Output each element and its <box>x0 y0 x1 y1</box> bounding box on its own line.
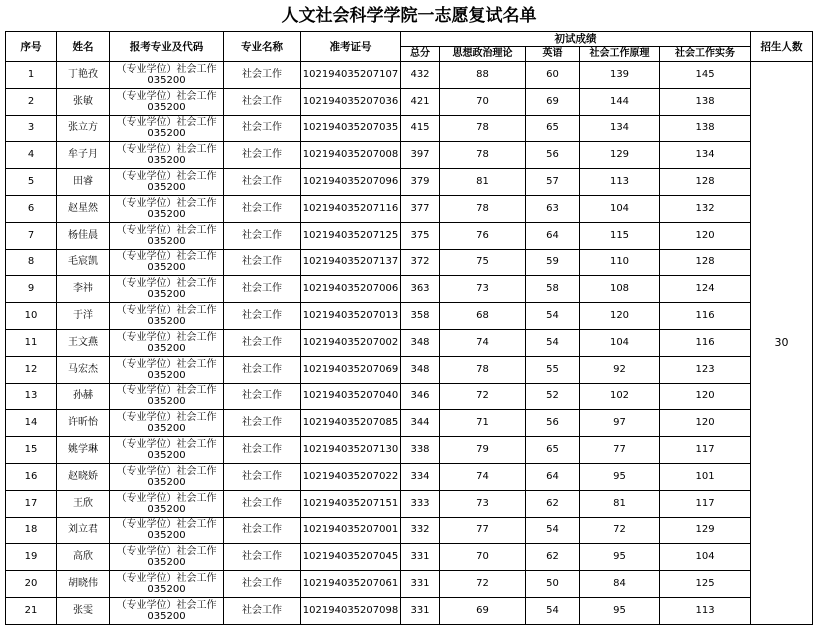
major-label: （专业学位）社会工作 <box>116 519 217 531</box>
cell-total: 397 <box>401 142 440 169</box>
cell-total: 363 <box>401 276 440 303</box>
cell-english: 62 <box>526 490 580 517</box>
table-row <box>6 383 813 410</box>
cell-seq: 6 <box>6 195 57 222</box>
cell-politics: 72 <box>440 571 526 598</box>
cell-politics: 78 <box>440 142 526 169</box>
header-total: 总分 <box>401 47 440 62</box>
cell-english: 50 <box>526 571 580 598</box>
cell-politics: 88 <box>440 62 526 89</box>
table-row <box>6 195 813 222</box>
major-code: 035200 <box>147 235 186 247</box>
major-code: 035200 <box>147 530 186 542</box>
cell-major-name: 社会工作 <box>224 544 301 571</box>
table-row <box>6 356 813 383</box>
page-title: 人文社会科学学院一志愿复试名单 <box>281 6 537 26</box>
cell-principles: 110 <box>580 249 660 276</box>
cell-exam-id: 102194035207098 <box>301 597 401 624</box>
major-code: 035200 <box>147 610 186 622</box>
cell-practice: 104 <box>660 544 751 571</box>
cell-exam-id: 102194035207001 <box>301 517 401 544</box>
table-row <box>6 571 813 598</box>
cell-english: 54 <box>526 517 580 544</box>
major-code: 035200 <box>147 128 186 140</box>
cell-total: 377 <box>401 195 440 222</box>
cell-seq: 2 <box>6 88 57 115</box>
cell-principles: 104 <box>580 329 660 356</box>
cell-name: 赵星然 <box>57 195 110 222</box>
cell-principles: 129 <box>580 142 660 169</box>
table-row <box>6 62 813 89</box>
major-code: 035200 <box>147 289 186 301</box>
cell-total: 331 <box>401 597 440 624</box>
cell-practice: 117 <box>660 490 751 517</box>
cell-politics: 74 <box>440 329 526 356</box>
table-row <box>6 463 813 490</box>
cell-practice: 120 <box>660 410 751 437</box>
table-body <box>6 62 813 625</box>
cell-name: 马宏杰 <box>57 356 110 383</box>
cell-principles: 95 <box>580 597 660 624</box>
cell-principles: 144 <box>580 88 660 115</box>
cell-practice: 125 <box>660 571 751 598</box>
cell-total: 331 <box>401 544 440 571</box>
cell-seq: 16 <box>6 463 57 490</box>
table-row <box>6 437 813 464</box>
cell-practice: 116 <box>660 303 751 330</box>
cell-major-name: 社会工作 <box>224 463 301 490</box>
major-label: （专业学位）社会工作 <box>116 171 217 183</box>
cell-name: 牟子月 <box>57 142 110 169</box>
cell-principles: 108 <box>580 276 660 303</box>
cell-name: 丁艳孜 <box>57 62 110 89</box>
cell-exam-id: 102194035207022 <box>301 463 401 490</box>
cell-english: 64 <box>526 463 580 490</box>
cell-principles: 92 <box>580 356 660 383</box>
cell-politics: 74 <box>440 463 526 490</box>
major-code: 035200 <box>147 74 186 86</box>
cell-major-name: 社会工作 <box>224 195 301 222</box>
cell-name: 高欣 <box>57 544 110 571</box>
cell-seq: 21 <box>6 597 57 624</box>
cell-principles: 134 <box>580 115 660 142</box>
cell-english: 64 <box>526 222 580 249</box>
major-label: （专业学位）社会工作 <box>116 385 217 397</box>
cell-english: 57 <box>526 169 580 196</box>
header-practice: 社会工作实务 <box>660 47 751 62</box>
cell-name: 王欣 <box>57 490 110 517</box>
cell-major-name: 社会工作 <box>224 571 301 598</box>
cell-politics: 78 <box>440 115 526 142</box>
cell-exam-id: 102194035207085 <box>301 410 401 437</box>
cell-total: 379 <box>401 169 440 196</box>
major-code: 035200 <box>147 182 186 194</box>
header-major-name: 专业名称 <box>224 32 301 62</box>
cell-politics: 77 <box>440 517 526 544</box>
table-row <box>6 276 813 303</box>
cell-english: 58 <box>526 276 580 303</box>
major-code: 035200 <box>147 101 186 113</box>
cell-total: 344 <box>401 410 440 437</box>
cell-seq: 7 <box>6 222 57 249</box>
cell-seq: 4 <box>6 142 57 169</box>
cell-major-code <box>110 303 224 330</box>
cell-politics: 78 <box>440 195 526 222</box>
major-label: （专业学位）社会工作 <box>116 144 217 156</box>
cell-practice: 123 <box>660 356 751 383</box>
cell-total: 348 <box>401 329 440 356</box>
table-row <box>6 490 813 517</box>
major-label: （专业学位）社会工作 <box>116 251 217 263</box>
cell-total: 332 <box>401 517 440 544</box>
cell-name: 李祎 <box>57 276 110 303</box>
cell-practice: 117 <box>660 437 751 464</box>
cell-politics: 78 <box>440 356 526 383</box>
major-code: 035200 <box>147 450 186 462</box>
cell-practice: 124 <box>660 276 751 303</box>
cell-seq: 13 <box>6 383 57 410</box>
cell-major-code <box>110 142 224 169</box>
cell-name: 王文燕 <box>57 329 110 356</box>
table-row <box>6 303 813 330</box>
cell-major-name: 社会工作 <box>224 517 301 544</box>
cell-seq: 14 <box>6 410 57 437</box>
cell-politics: 70 <box>440 544 526 571</box>
cell-major-code <box>110 437 224 464</box>
cell-english: 69 <box>526 88 580 115</box>
cell-exam-id: 102194035207116 <box>301 195 401 222</box>
cell-exam-id: 102194035207040 <box>301 383 401 410</box>
major-code: 035200 <box>147 316 186 328</box>
cell-major-name: 社会工作 <box>224 383 301 410</box>
table-row <box>6 249 813 276</box>
cell-total: 346 <box>401 383 440 410</box>
cell-exam-id: 102194035207002 <box>301 329 401 356</box>
cell-politics: 76 <box>440 222 526 249</box>
cell-principles: 84 <box>580 571 660 598</box>
cell-principles: 115 <box>580 222 660 249</box>
table-row <box>6 169 813 196</box>
cell-practice: 120 <box>660 222 751 249</box>
cell-practice: 145 <box>660 62 751 89</box>
cell-exam-id: 102194035207151 <box>301 490 401 517</box>
cell-seq: 19 <box>6 544 57 571</box>
cell-major-code <box>110 544 224 571</box>
cell-exam-id: 102194035207036 <box>301 88 401 115</box>
cell-seq: 17 <box>6 490 57 517</box>
major-label: （专业学位）社会工作 <box>116 358 217 370</box>
major-label: （专业学位）社会工作 <box>116 305 217 317</box>
major-label: （专业学位）社会工作 <box>116 224 217 236</box>
cell-name: 杨佳晨 <box>57 222 110 249</box>
header-quota: 招生人数 <box>751 32 813 62</box>
cell-principles: 104 <box>580 195 660 222</box>
major-label: （专业学位）社会工作 <box>116 439 217 451</box>
cell-major-name: 社会工作 <box>224 115 301 142</box>
table-row <box>6 329 813 356</box>
cell-seq: 5 <box>6 169 57 196</box>
cell-seq: 11 <box>6 329 57 356</box>
header-principles: 社会工作原理 <box>580 47 660 62</box>
cell-politics: 68 <box>440 303 526 330</box>
cell-english: 56 <box>526 142 580 169</box>
cell-total: 358 <box>401 303 440 330</box>
header-seq: 序号 <box>6 32 57 62</box>
cell-exam-id: 102194035207096 <box>301 169 401 196</box>
cell-seq: 12 <box>6 356 57 383</box>
cell-exam-id: 102194035207006 <box>301 276 401 303</box>
cell-practice: 129 <box>660 517 751 544</box>
table-row <box>6 597 813 624</box>
cell-english: 56 <box>526 410 580 437</box>
cell-exam-id: 102194035207137 <box>301 249 401 276</box>
cell-english: 65 <box>526 437 580 464</box>
cell-politics: 71 <box>440 410 526 437</box>
header-prelim-scores: 初试成绩 <box>401 32 751 47</box>
cell-major-name: 社会工作 <box>224 142 301 169</box>
cell-major-code <box>110 571 224 598</box>
cell-major-code <box>110 169 224 196</box>
cell-practice: 128 <box>660 169 751 196</box>
major-code: 035200 <box>147 342 186 354</box>
cell-major-name: 社会工作 <box>224 88 301 115</box>
cell-practice: 132 <box>660 195 751 222</box>
cell-practice: 116 <box>660 329 751 356</box>
cell-exam-id: 102194035207013 <box>301 303 401 330</box>
table-row <box>6 517 813 544</box>
cell-major-name: 社会工作 <box>224 249 301 276</box>
cell-politics: 70 <box>440 88 526 115</box>
cell-exam-id: 102194035207130 <box>301 437 401 464</box>
cell-major-code <box>110 62 224 89</box>
cell-major-code <box>110 115 224 142</box>
major-code: 035200 <box>147 155 186 167</box>
cell-major-code <box>110 329 224 356</box>
major-code: 035200 <box>147 423 186 435</box>
cell-major-code <box>110 597 224 624</box>
cell-politics: 75 <box>440 249 526 276</box>
cell-name: 张立方 <box>57 115 110 142</box>
major-label: （专业学位）社会工作 <box>116 63 217 75</box>
cell-politics: 73 <box>440 490 526 517</box>
cell-major-code <box>110 222 224 249</box>
cell-major-name: 社会工作 <box>224 437 301 464</box>
cell-english: 55 <box>526 356 580 383</box>
table-row <box>6 142 813 169</box>
cell-name: 许昕怡 <box>57 410 110 437</box>
cell-principles: 113 <box>580 169 660 196</box>
major-code: 035200 <box>147 369 186 381</box>
cell-name: 孙赫 <box>57 383 110 410</box>
cell-major-name: 社会工作 <box>224 303 301 330</box>
cell-seq: 15 <box>6 437 57 464</box>
cell-major-name: 社会工作 <box>224 169 301 196</box>
major-code: 035200 <box>147 584 186 596</box>
major-label: （专业学位）社会工作 <box>116 465 217 477</box>
cell-seq: 18 <box>6 517 57 544</box>
cell-major-code <box>110 88 224 115</box>
major-code: 035200 <box>147 262 186 274</box>
cell-major-name: 社会工作 <box>224 276 301 303</box>
cell-total: 421 <box>401 88 440 115</box>
cell-practice: 138 <box>660 88 751 115</box>
candidate-table <box>5 31 813 625</box>
major-label: （专业学位）社会工作 <box>116 197 217 209</box>
cell-seq: 1 <box>6 62 57 89</box>
major-label: （专业学位）社会工作 <box>116 90 217 102</box>
cell-politics: 69 <box>440 597 526 624</box>
cell-total: 331 <box>401 571 440 598</box>
header-exam-id: 准考证号 <box>301 32 401 62</box>
cell-total: 348 <box>401 356 440 383</box>
cell-seq: 8 <box>6 249 57 276</box>
major-code: 035200 <box>147 476 186 488</box>
major-label: （专业学位）社会工作 <box>116 412 217 424</box>
cell-principles: 72 <box>580 517 660 544</box>
cell-major-name: 社会工作 <box>224 329 301 356</box>
cell-name: 毛宸凯 <box>57 249 110 276</box>
cell-exam-id: 102194035207125 <box>301 222 401 249</box>
cell-name: 于洋 <box>57 303 110 330</box>
cell-quota: 30 <box>751 62 813 625</box>
cell-major-code <box>110 463 224 490</box>
cell-total: 415 <box>401 115 440 142</box>
cell-major-name: 社会工作 <box>224 490 301 517</box>
major-label: （专业学位）社会工作 <box>116 573 217 585</box>
cell-exam-id: 102194035207061 <box>301 571 401 598</box>
major-label: （专业学位）社会工作 <box>116 117 217 129</box>
cell-major-name: 社会工作 <box>224 222 301 249</box>
cell-practice: 134 <box>660 142 751 169</box>
cell-major-code <box>110 517 224 544</box>
cell-seq: 3 <box>6 115 57 142</box>
cell-seq: 9 <box>6 276 57 303</box>
cell-major-code <box>110 276 224 303</box>
cell-principles: 102 <box>580 383 660 410</box>
cell-major-name: 社会工作 <box>224 597 301 624</box>
cell-politics: 73 <box>440 276 526 303</box>
cell-principles: 95 <box>580 463 660 490</box>
table-row <box>6 410 813 437</box>
cell-exam-id: 102194035207107 <box>301 62 401 89</box>
cell-major-code <box>110 356 224 383</box>
cell-english: 63 <box>526 195 580 222</box>
cell-politics: 79 <box>440 437 526 464</box>
cell-name: 田睿 <box>57 169 110 196</box>
cell-major-code <box>110 410 224 437</box>
cell-name: 姚学琳 <box>57 437 110 464</box>
major-code: 035200 <box>147 396 186 408</box>
cell-exam-id: 102194035207069 <box>301 356 401 383</box>
header-politics: 思想政治理论 <box>440 47 526 62</box>
cell-english: 60 <box>526 62 580 89</box>
cell-major-name: 社会工作 <box>224 62 301 89</box>
cell-major-name: 社会工作 <box>224 356 301 383</box>
header-major-code: 报考专业及代码 <box>110 32 224 62</box>
cell-total: 432 <box>401 62 440 89</box>
cell-name: 赵晓娇 <box>57 463 110 490</box>
cell-practice: 138 <box>660 115 751 142</box>
cell-major-code <box>110 195 224 222</box>
cell-practice: 120 <box>660 383 751 410</box>
cell-name: 胡晓伟 <box>57 571 110 598</box>
cell-total: 375 <box>401 222 440 249</box>
cell-english: 65 <box>526 115 580 142</box>
header-name: 姓名 <box>57 32 110 62</box>
cell-total: 372 <box>401 249 440 276</box>
cell-total: 334 <box>401 463 440 490</box>
cell-english: 59 <box>526 249 580 276</box>
cell-name: 张雯 <box>57 597 110 624</box>
header-english: 英语 <box>526 47 580 62</box>
major-label: （专业学位）社会工作 <box>116 546 217 558</box>
cell-total: 338 <box>401 437 440 464</box>
major-code: 035200 <box>147 503 186 515</box>
cell-total: 333 <box>401 490 440 517</box>
cell-seq: 20 <box>6 571 57 598</box>
cell-politics: 81 <box>440 169 526 196</box>
cell-practice: 101 <box>660 463 751 490</box>
cell-major-code <box>110 383 224 410</box>
cell-principles: 120 <box>580 303 660 330</box>
major-label: （专业学位）社会工作 <box>116 492 217 504</box>
table-row <box>6 115 813 142</box>
cell-major-code <box>110 249 224 276</box>
cell-practice: 113 <box>660 597 751 624</box>
cell-seq: 10 <box>6 303 57 330</box>
cell-english: 54 <box>526 303 580 330</box>
cell-major-code <box>110 490 224 517</box>
cell-english: 52 <box>526 383 580 410</box>
cell-principles: 81 <box>580 490 660 517</box>
cell-name: 张敏 <box>57 88 110 115</box>
table-row <box>6 222 813 249</box>
cell-principles: 77 <box>580 437 660 464</box>
table-row <box>6 544 813 571</box>
cell-english: 54 <box>526 597 580 624</box>
major-label: （专业学位）社会工作 <box>116 599 217 611</box>
major-code: 035200 <box>147 208 186 220</box>
major-label: （专业学位）社会工作 <box>116 331 217 343</box>
cell-principles: 97 <box>580 410 660 437</box>
cell-english: 54 <box>526 329 580 356</box>
cell-exam-id: 102194035207045 <box>301 544 401 571</box>
cell-practice: 128 <box>660 249 751 276</box>
cell-major-name: 社会工作 <box>224 410 301 437</box>
cell-exam-id: 102194035207035 <box>301 115 401 142</box>
major-label: （专业学位）社会工作 <box>116 278 217 290</box>
cell-politics: 72 <box>440 383 526 410</box>
cell-name: 刘立君 <box>57 517 110 544</box>
cell-principles: 139 <box>580 62 660 89</box>
major-code: 035200 <box>147 557 186 569</box>
cell-principles: 95 <box>580 544 660 571</box>
cell-exam-id: 102194035207008 <box>301 142 401 169</box>
table-row <box>6 88 813 115</box>
cell-english: 62 <box>526 544 580 571</box>
